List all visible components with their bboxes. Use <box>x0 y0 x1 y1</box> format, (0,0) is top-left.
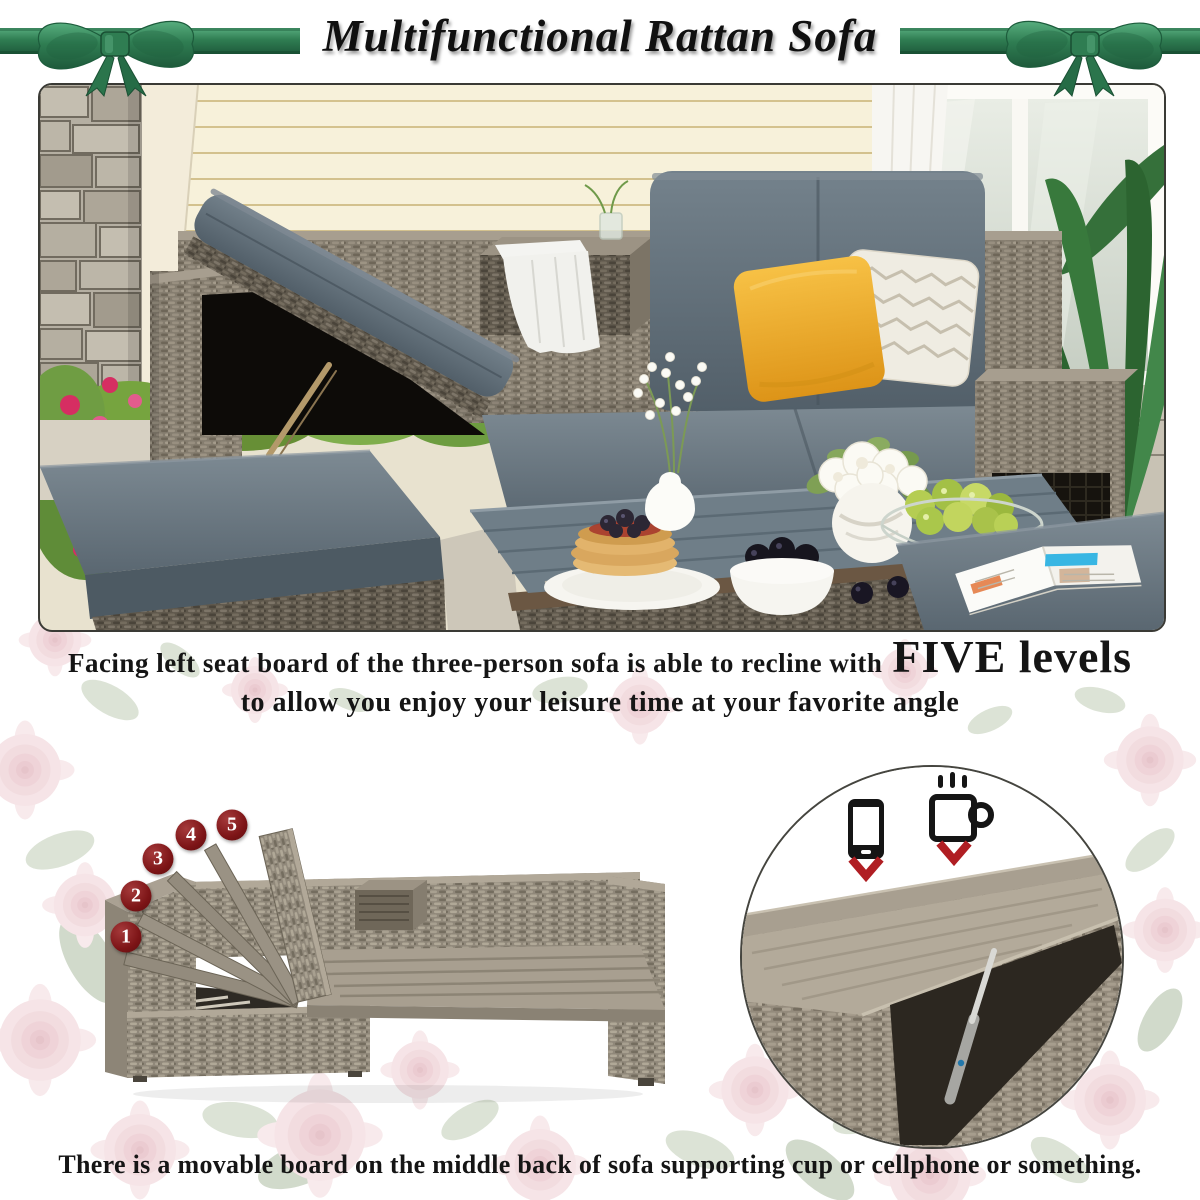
yellow-pillow <box>732 254 887 404</box>
loose-plum <box>887 576 909 598</box>
recline-levels-illustration <box>78 826 728 1118</box>
frame-console-box <box>355 880 427 930</box>
recline-caption-line2: to allow you enjoy your leisure time at your favorite angle <box>240 687 960 718</box>
page-title: Multifunctional Rattan Sofa <box>322 11 878 61</box>
recline-caption-text: Facing left seat board of the three-person sofa is able to recline with <box>67 648 883 678</box>
level-badge-1: 1 <box>111 922 142 953</box>
ribbon-bow-right-icon <box>900 6 1200 98</box>
main-product-photo <box>38 83 1166 632</box>
frame-seat-deck <box>307 945 665 1022</box>
recline-caption <box>0 630 1200 719</box>
left-ottoman <box>40 451 446 630</box>
level-badge-4: 4 <box>176 820 207 851</box>
board-detail-inset <box>740 765 1124 1149</box>
level-badge-3: 3 <box>143 844 174 875</box>
loose-plum <box>851 582 873 604</box>
level-badge-5: 5 <box>217 810 248 841</box>
level-badge-2: 2 <box>121 881 152 912</box>
smartphone-icon <box>848 799 884 859</box>
header <box>0 0 1200 100</box>
bottom-caption: There is a movable board on the middle back of sofa supporting cup or cellphone or something. <box>58 1150 1142 1179</box>
recline-caption-line1 <box>0 630 1200 683</box>
recline-caption-highlight: FIVE levels <box>892 631 1133 682</box>
